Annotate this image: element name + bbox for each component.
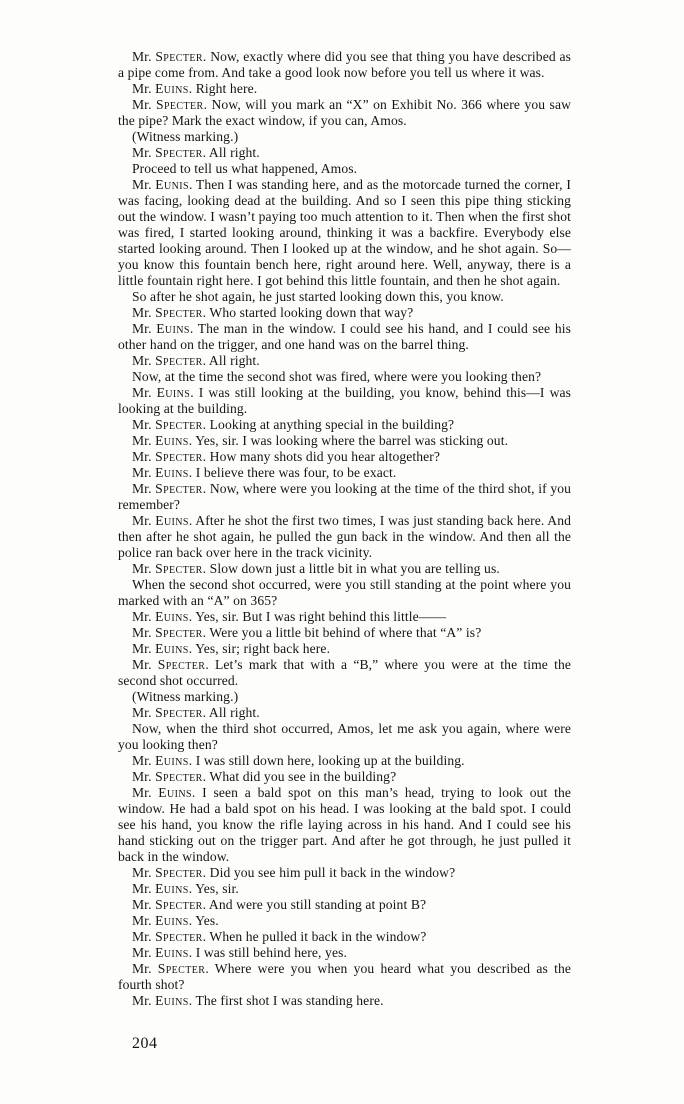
transcript-continuation: So after he shot again, he just started looking down this, you know. [132, 289, 504, 304]
speaker-name: Specter [155, 49, 203, 64]
speaker-label: Mr. Euins. [132, 641, 196, 656]
speaker-name: Specter [157, 657, 206, 672]
speaker-name: Specter [155, 353, 203, 368]
speaker-label: Mr. Specter. [132, 769, 210, 784]
speaker-label: Mr. Euins. [132, 913, 196, 928]
speaker-label: Mr. Specter. [132, 657, 215, 672]
transcript-paragraph: Mr. Specter. Where were you when you heard what you described as the fourth shot? [118, 961, 571, 992]
speaker-name: Euins [155, 465, 189, 480]
speaker-label: Mr. Euins. [132, 433, 196, 448]
speaker-label: Mr. Eunis. [132, 177, 196, 192]
speaker-name: Specter [155, 561, 203, 576]
speaker-label: Mr. Specter. [132, 305, 210, 320]
speaker-name: Specter [155, 929, 203, 944]
speaker-label: Mr. Specter. [132, 961, 215, 976]
speaker-label: Mr. Euins. [132, 513, 196, 528]
speaker-label: Mr. Euins. [132, 609, 196, 624]
transcript-continuation: (Witness marking.) [132, 689, 239, 704]
speaker-label: Mr. Euins. [132, 881, 196, 896]
speaker-label: Mr. Specter. [132, 97, 212, 112]
transcript-paragraph: Mr. Specter. Now, will you mark an “X” on Exhibit No. 366 where you saw the pipe? Mark the exact window, if you can, Amos. [118, 97, 571, 128]
speaker-name: Specter [155, 625, 203, 640]
speaker-label: Mr. Specter. [132, 561, 210, 576]
speaker-name: Euins [155, 753, 189, 768]
speaker-name: Euins [156, 385, 191, 400]
speaker-label: Mr. Specter. [132, 929, 210, 944]
transcript-continuation: When the second shot occurred, were you still standing at the point where you marked with an “A” on 365? [118, 577, 571, 608]
transcript-paragraph: Mr. Euins. I was still down here, looking up at the building. [132, 753, 465, 768]
transcript-paragraph: Mr. Specter. Slow down just a little bit in what you are telling us. [132, 561, 500, 576]
speaker-name: Euins [155, 81, 189, 96]
transcript-paragraph: Mr. Specter. All right. [132, 353, 260, 368]
transcript-continuation: Now, at the time the second shot was fired, where were you looking then? [132, 369, 542, 384]
transcript-paragraph: Mr. Euins. Yes, sir; right back here. [132, 641, 331, 656]
speaker-label: Mr. Euins. [132, 993, 196, 1008]
transcript-paragraph: Mr. Specter. How many shots did you hear altogether? [132, 449, 441, 464]
speaker-name: Specter [155, 865, 203, 880]
speaker-name: Specter [155, 145, 203, 160]
speaker-name: Euins [155, 945, 189, 960]
transcript-paragraph: Mr. Specter. All right. [132, 145, 260, 160]
speaker-label: Mr. Euins. [132, 465, 196, 480]
speaker-label: Mr. Specter. [132, 49, 211, 64]
transcript-paragraph: Mr. Specter. Were you a little bit behind of where that “A” is? [132, 625, 482, 640]
transcript-paragraph: Mr. Specter. What did you see in the building? [132, 769, 397, 784]
transcript-paragraph: Mr. Specter. Now, where were you looking at the time of the third shot, if you remember? [118, 481, 572, 512]
speaker-label: Mr. Specter. [132, 897, 209, 912]
transcript-paragraph: Mr. Euins. After he shot the first two times, I was just standing back here. And then after he shot again, he pulled the gun back in the window. And then all the police ran back over here in the track vicinity. [118, 513, 571, 560]
transcript-paragraph: Mr. Euins. Yes, sir. But I was right behind this little—— [132, 609, 447, 624]
transcript-paragraph: Mr. Specter. All right. [132, 705, 260, 720]
transcript-paragraph: Mr. Euins. I was still behind here, yes. [132, 945, 347, 960]
speaker-name: Euins [155, 881, 189, 896]
speaker-name: Specter [155, 97, 204, 112]
speaker-name: Specter [155, 897, 203, 912]
speaker-label: Mr. Euins. [132, 785, 203, 800]
transcript-paragraph: Mr. Specter. Let’s mark that with a “B,” where you were at the time the second shot occurred. [118, 657, 571, 688]
transcript-paragraph: Mr. Eunis. Then I was standing here, and as the motorcade turned the corner, I was facing, looking dead at the building. And so I seen this pipe thing sticking out the window. I wasn’t paying too much attention to it. Then when the first shot was fired, I started looking around, thinking it was a backfire. Everybody else started looking around. Then I looked up at the window, and he shot again. So—you know this fountain bench here, right around here. Well, anyway, there is a little fountain right here. I got behind this little fountain, and then he shot again. [118, 177, 571, 288]
transcript-continuation: Now, when the third shot occurred, Amos, let me ask you again, where were you looking then? [118, 721, 571, 752]
speaker-name: Euins [155, 641, 189, 656]
transcript-paragraph: Mr. Euins. I seen a bald spot on this man’s head, trying to look out the window. He had a bald spot on his head. I was looking at the bald spot. I could see his hand, you know the rifle laying across in his hand. And I could see his hand sticking out on the trigger part. And after he got through, he just pulled it back in the window. [118, 785, 571, 864]
speaker-name: Euins [158, 785, 192, 800]
speaker-name: Eunis [155, 177, 189, 192]
speaker-name: Euins [155, 513, 189, 528]
transcript-paragraph: Mr. Specter. Now, exactly where did you see that thing you have described as a pipe come from. And take a good look now before you tell us where it was. [118, 49, 572, 80]
speaker-name: Specter [155, 305, 203, 320]
speaker-label: Mr. Specter. [132, 481, 210, 496]
speaker-label: Mr. Euins. [132, 945, 196, 960]
speaker-label: Mr. Euins. [132, 385, 199, 400]
speaker-label: Mr. Specter. [132, 865, 210, 880]
transcript-paragraph: Mr. Euins. Right here. [132, 81, 258, 96]
speaker-name: Specter [157, 961, 206, 976]
speaker-name: Euins [155, 433, 189, 448]
transcript-continuation: (Witness marking.) [132, 129, 239, 144]
speaker-name: Specter [155, 481, 203, 496]
speaker-label: Mr. Specter. [132, 705, 209, 720]
speaker-name: Specter [155, 705, 203, 720]
speaker-label: Mr. Euins. [132, 321, 198, 336]
transcript-paragraph: Mr. Euins. The first shot I was standing here. [132, 993, 384, 1008]
transcript-paragraph: Mr. Specter. Did you see him pull it back in the window? [132, 865, 456, 880]
speaker-label: Mr. Euins. [132, 753, 196, 768]
transcript-continuation: Proceed to tell us what happened, Amos. [132, 161, 358, 176]
speaker-label: Mr. Specter. [132, 417, 210, 432]
speaker-name: Specter [155, 769, 203, 784]
transcript-paragraph: Mr. Euins. Yes, sir. [132, 881, 239, 896]
transcript-paragraph: Mr. Euins. I believe there was four, to be exact. [132, 465, 397, 480]
speaker-label: Mr. Specter. [132, 449, 210, 464]
speaker-name: Euins [156, 321, 190, 336]
transcript-paragraph: Mr. Euins. Yes. [132, 913, 219, 928]
page-number: 204 [132, 1035, 158, 1052]
speaker-name: Specter [155, 449, 203, 464]
speaker-label: Mr. Specter. [132, 625, 210, 640]
transcript-paragraph: Mr. Euins. The man in the window. I could see his hand, and I could see his other hand on the trigger, and one hand was on the barrel thing. [118, 321, 571, 352]
transcript-paragraph: Mr. Euins. I was still looking at the building, you know, behind this—I was looking at the building. [118, 385, 572, 416]
speaker-name: Euins [155, 609, 189, 624]
transcript-paragraph: Mr. Specter. Looking at anything special in the building? [132, 417, 455, 432]
speaker-label: Mr. Specter. [132, 353, 209, 368]
transcript-paragraph: Mr. Specter. When he pulled it back in the window? [132, 929, 427, 944]
speaker-label: Mr. Euins. [132, 81, 196, 96]
transcript-paragraph: Mr. Specter. And were you still standing at point B? [132, 897, 427, 912]
transcript-body [118, 49, 571, 1009]
speaker-name: Euins [155, 913, 189, 928]
speaker-label: Mr. Specter. [132, 145, 209, 160]
speaker-name: Specter [155, 417, 203, 432]
speaker-name: Euins [155, 993, 189, 1008]
transcript-paragraph: Mr. Specter. Who started looking down that way? [132, 305, 414, 320]
transcript-paragraph: Mr. Euins. Yes, sir. I was looking where the barrel was sticking out. [132, 433, 509, 448]
